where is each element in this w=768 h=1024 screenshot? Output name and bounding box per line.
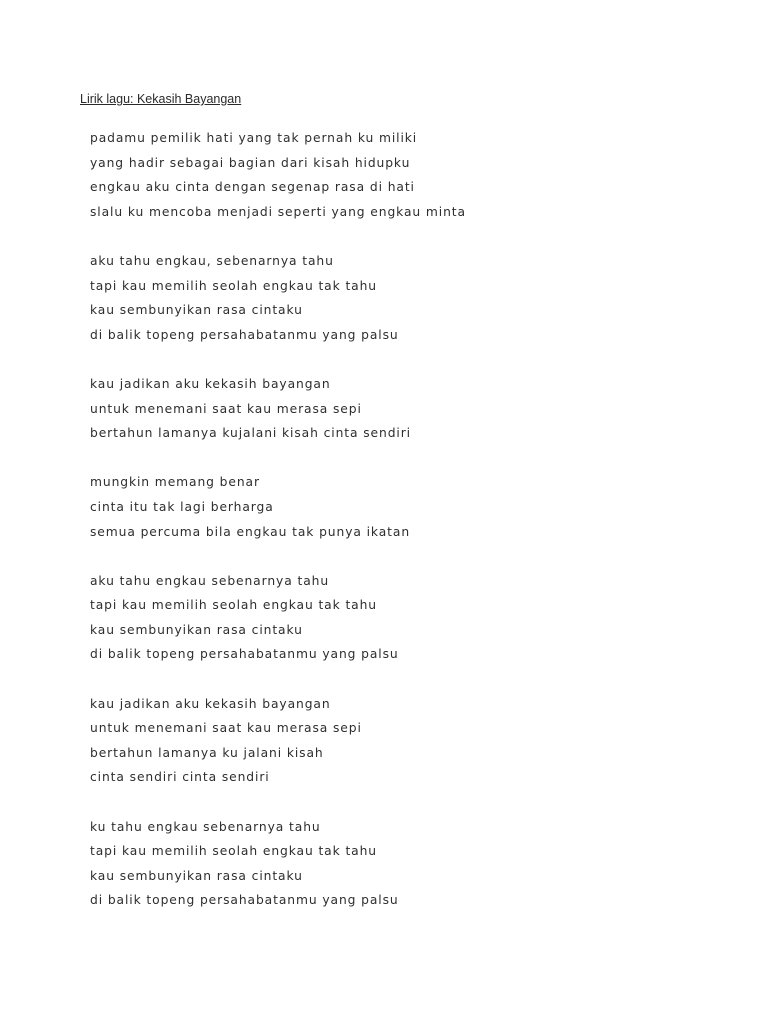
lyric-line: semua percuma bila engkau tak punya ikatan: [90, 524, 411, 539]
lyric-line: di balik topeng persahabatanmu yang palsu: [90, 647, 399, 662]
stanza-gap: [90, 667, 466, 692]
lyric-line: bertahun lamanya kujalani kisah cinta sendiri: [90, 426, 411, 441]
lyric-line: kau sembunyikan rasa cintaku: [90, 622, 303, 637]
lyric-line: bertahun lamanya ku jalani kisah: [90, 745, 324, 760]
lyric-line: untuk menemani saat kau merasa sepi: [90, 401, 362, 416]
stanza-gap: [90, 544, 466, 569]
stanza-gap: [90, 790, 466, 815]
lyric-line: yang hadir sebagai bagian dari kisah hidupku: [90, 155, 411, 170]
lyric-line: kau jadikan aku kekasih bayangan: [90, 696, 331, 711]
document-title: Lirik lagu: Kekasih Bayangan: [80, 92, 242, 106]
lyric-line: cinta itu tak lagi berharga: [90, 499, 274, 514]
lyric-line: tapi kau memilih seolah engkau tak tahu: [90, 598, 377, 613]
lyric-line: tapi kau memilih seolah engkau tak tahu: [90, 278, 377, 293]
lyric-line: cinta sendiri cinta sendiri: [90, 770, 270, 785]
lyric-line: di balik topeng persahabatanmu yang palsu: [90, 893, 399, 908]
lyric-line: kau jadikan aku kekasih bayangan: [90, 376, 331, 391]
lyric-line: ku tahu engkau sebenarnya tahu: [90, 819, 321, 834]
lyric-line: kau sembunyikan rasa cintaku: [90, 303, 303, 318]
lyric-line: slalu ku mencoba menjadi seperti yang engkau minta: [90, 204, 466, 219]
lyric-line: tapi kau memilih seolah engkau tak tahu: [90, 844, 377, 859]
stanza-gap: [90, 446, 466, 471]
lyrics-body: [90, 126, 466, 913]
lyric-line: di balik topeng persahabatanmu yang palsu: [90, 327, 399, 342]
stanza-gap: [90, 347, 466, 372]
lyric-line: mungkin memang benar: [90, 475, 260, 490]
lyric-line: kau sembunyikan rasa cintaku: [90, 868, 303, 883]
stanza-gap: [90, 224, 466, 249]
lyric-line: padamu pemilik hati yang tak pernah ku miliki: [90, 131, 418, 145]
lyric-line: untuk menemani saat kau merasa sepi: [90, 721, 362, 736]
lyric-line: aku tahu engkau sebenarnya tahu: [90, 573, 330, 588]
lyric-line: engkau aku cinta dengan segenap rasa di hati: [90, 180, 415, 195]
lyric-line: aku tahu engkau, sebenarnya tahu: [90, 253, 334, 268]
